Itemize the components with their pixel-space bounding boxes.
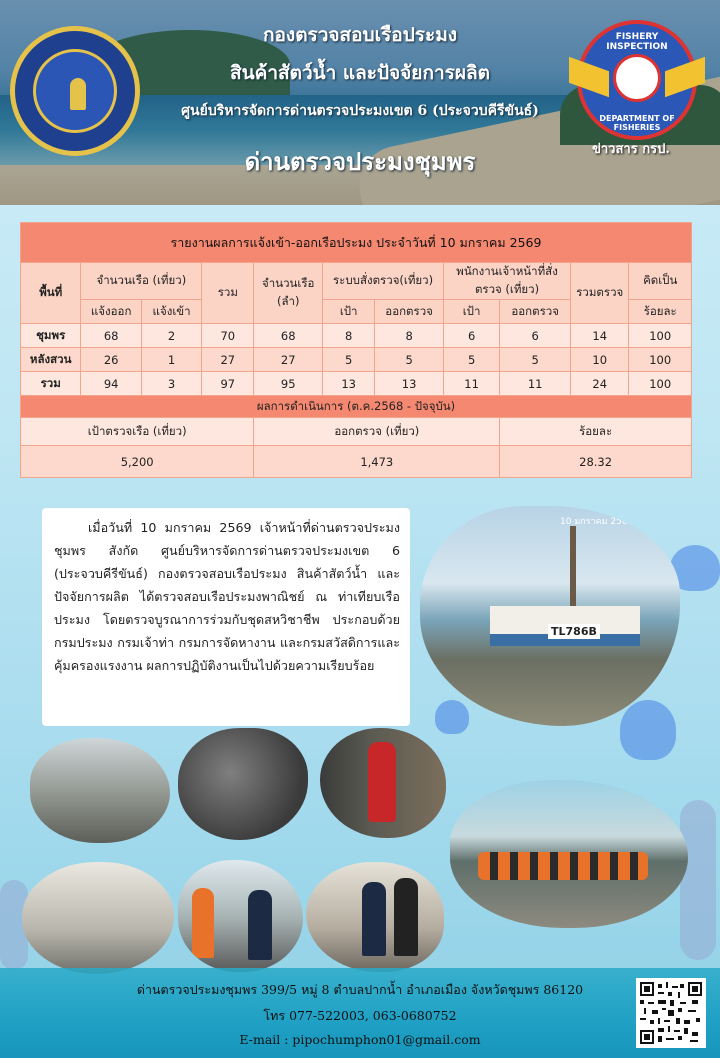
cell-total: 70 <box>202 324 254 348</box>
fishery-inspection-logo <box>577 20 697 140</box>
hdr-total: รวม <box>202 263 254 324</box>
hdr-officer-inspect: พนักงานเจ้าหน้าที่สั่งตรวจ (เที่ยว) <box>443 263 570 300</box>
department-of-fisheries-logo <box>10 26 140 156</box>
fire-extinguisher-icon <box>368 742 396 822</box>
hdr-in: แจ้งเข้า <box>141 300 201 324</box>
summary-header-row <box>21 418 692 446</box>
cell-percent: 100 <box>629 324 692 348</box>
crew-life-vests <box>478 852 648 880</box>
photo-boat-deck <box>30 738 170 843</box>
cell-area: ชุมพร <box>21 324 81 348</box>
photo-document-check <box>306 862 444 972</box>
coral-icon <box>680 800 716 960</box>
cell-percent: 100 <box>629 348 692 372</box>
report-table <box>20 222 692 478</box>
cell-out: 94 <box>81 372 141 396</box>
cell-sys-target: 8 <box>323 324 375 348</box>
news-tag: ข่าวสาร กรป. <box>592 142 670 157</box>
cell-in: 2 <box>141 324 201 348</box>
hdr-off-inspected: ออกตรวจ <box>500 300 571 324</box>
qr-code-graphic <box>640 982 702 1044</box>
cell-off-target: 5 <box>443 348 499 372</box>
cell-area: หลังสวน <box>21 348 81 372</box>
cell-off-target: 11 <box>443 372 499 396</box>
jellyfish-icon <box>435 700 469 734</box>
summary-value-inspected: 1,473 <box>254 446 500 478</box>
emblem-icon <box>70 78 86 110</box>
cell-boats: 68 <box>254 324 323 348</box>
cell-area: รวม <box>21 372 81 396</box>
hdr-boat-count: จำนวนเรือ (ลำ) <box>254 263 323 324</box>
cell-off-done: 5 <box>500 348 571 372</box>
cell-off-done: 6 <box>500 324 571 348</box>
hdr-out: แจ้งออก <box>81 300 141 324</box>
title-products: สินค้าสัตว์น้ำ และปัจจัยการผลิต <box>230 62 490 84</box>
hdr-area: พื้นที่ <box>21 263 81 324</box>
boat-mast <box>570 526 576 616</box>
photo-crew-group <box>450 780 688 928</box>
logo-core-icon <box>613 54 661 102</box>
photo-fire-extinguisher <box>320 728 446 838</box>
cell-in: 1 <box>141 348 201 372</box>
jellyfish-icon <box>620 700 676 760</box>
hdr-sys-target: เป้า <box>323 300 375 324</box>
cell-in: 3 <box>141 372 201 396</box>
photo-date-stamp: 10 มกราคม 2569 <box>560 517 634 527</box>
title-division: กองตรวจสอบเรือประมง <box>263 24 457 46</box>
logo-inner-circle <box>33 49 117 133</box>
footer <box>0 968 720 1058</box>
hdr-off-target: เป้า <box>443 300 499 324</box>
logo-top-text: FISHERY INSPECTION <box>606 32 668 52</box>
summary-value-target: 5,200 <box>21 446 254 478</box>
summary-header-percent: ร้อยละ <box>500 418 692 446</box>
report-title-row <box>21 223 692 263</box>
summary-title: ผลการดำเนินการ (ต.ค.2568 - ปัจจุบัน) <box>21 396 692 418</box>
table-row-total <box>21 372 692 396</box>
footer-email[interactable]: E-mail : pipochumphon01@gmail.com <box>239 1032 481 1047</box>
person-icon <box>192 888 214 958</box>
photo-hull-inspection <box>178 728 308 840</box>
title-checkpoint: ด่านตรวจประมงชุมพร <box>244 147 476 176</box>
report-title: รายงานผลการแจ้งเข้า-ออกเรือประมง ประจำวันที่ 10 มกราคม 2569 <box>21 223 692 263</box>
cell-total: 27 <box>202 348 254 372</box>
cell-sys-done: 8 <box>375 324 444 348</box>
photo-fishing-boat <box>420 506 680 726</box>
cell-total: 97 <box>202 372 254 396</box>
hdr-system-inspect: ระบบสั่งตรวจ(เที่ยว) <box>323 263 444 300</box>
person-icon <box>394 878 418 956</box>
cell-total-inspect: 10 <box>571 348 629 372</box>
photo-officers-inspect <box>178 860 303 972</box>
cell-off-target: 6 <box>443 324 499 348</box>
summary-header-inspected: ออกตรวจ (เที่ยว) <box>254 418 500 446</box>
summary-value-row <box>21 446 692 478</box>
title-center: ศูนย์บริหารจัดการด่านตรวจประมงเขต 6 (ประจวบคีรีขันธ์) <box>181 103 539 119</box>
news-paragraph: เมื่อวันที่ 10 มกราคม 2569 เจ้าหน้าที่ด่านตรวจประมงชุมพร สังกัด ศูนย์บริหารจัดการด่านตรวจประมงเขต 6 (ประจวบคีรีขันธ์) กองตรวจสอบเรือประมง สินค้าสัตว์น้ำ และปัจจัยการผลิต ได้ตรวจสอบเรือประมงพาณิชย์ ณ ท่าเทียบเรือประมง โดยตรวจบูรณาการร่วมกับชุดสหวิชาชีพ ประกอบด้วย กรมประมง กรมเจ้าท่า กรมการจัดหางาน และกรมสวัสดิการและคุ้มครองแรงงาน ผลการปฏิบัติงานเป็นไปด้วยความเรียบร้อย <box>42 508 410 726</box>
footer-phone[interactable]: โทร 077-522003, 063-0680752 <box>263 1008 457 1023</box>
boat-registration: TL786B <box>548 624 600 639</box>
cell-off-done: 11 <box>500 372 571 396</box>
cell-boats: 27 <box>254 348 323 372</box>
table-row <box>21 348 692 372</box>
summary-title-row <box>21 396 692 418</box>
summary-header-target: เป้าตรวจเรือ (เที่ยว) <box>21 418 254 446</box>
cell-sys-target: 13 <box>323 372 375 396</box>
cell-total-inspect: 24 <box>571 372 629 396</box>
summary-value-percent: 28.32 <box>500 446 692 478</box>
cell-sys-done: 5 <box>375 348 444 372</box>
header-row-1 <box>21 263 692 300</box>
logo-bottom-text: DEPARTMENT OF FISHERIES <box>599 114 675 132</box>
table-row <box>21 324 692 348</box>
header-banner <box>0 0 720 205</box>
cell-out: 26 <box>81 348 141 372</box>
footer-address: ด่านตรวจประมงชุมพร 399/5 หมู่ 8 ตำบลปากน้ำ อำเภอเมือง จังหวัดชุมพร 86120 <box>136 982 584 997</box>
hdr-percent-of: คิดเป็น <box>629 263 692 300</box>
hdr-total-inspect: รวมตรวจ <box>571 263 629 324</box>
cell-sys-target: 5 <box>323 348 375 372</box>
hdr-sys-inspected: ออกตรวจ <box>375 300 444 324</box>
cell-total-inspect: 14 <box>571 324 629 348</box>
cell-sys-done: 13 <box>375 372 444 396</box>
hdr-percent: ร้อยละ <box>629 300 692 324</box>
cell-percent: 100 <box>629 372 692 396</box>
hdr-boat-trips: จำนวนเรือ (เที่ยว) <box>81 263 202 300</box>
photo-engine-room <box>22 862 174 974</box>
cell-out: 68 <box>81 324 141 348</box>
qr-code-icon[interactable] <box>636 978 706 1048</box>
person-icon <box>362 882 386 956</box>
cell-boats: 95 <box>254 372 323 396</box>
person-icon <box>248 890 272 960</box>
